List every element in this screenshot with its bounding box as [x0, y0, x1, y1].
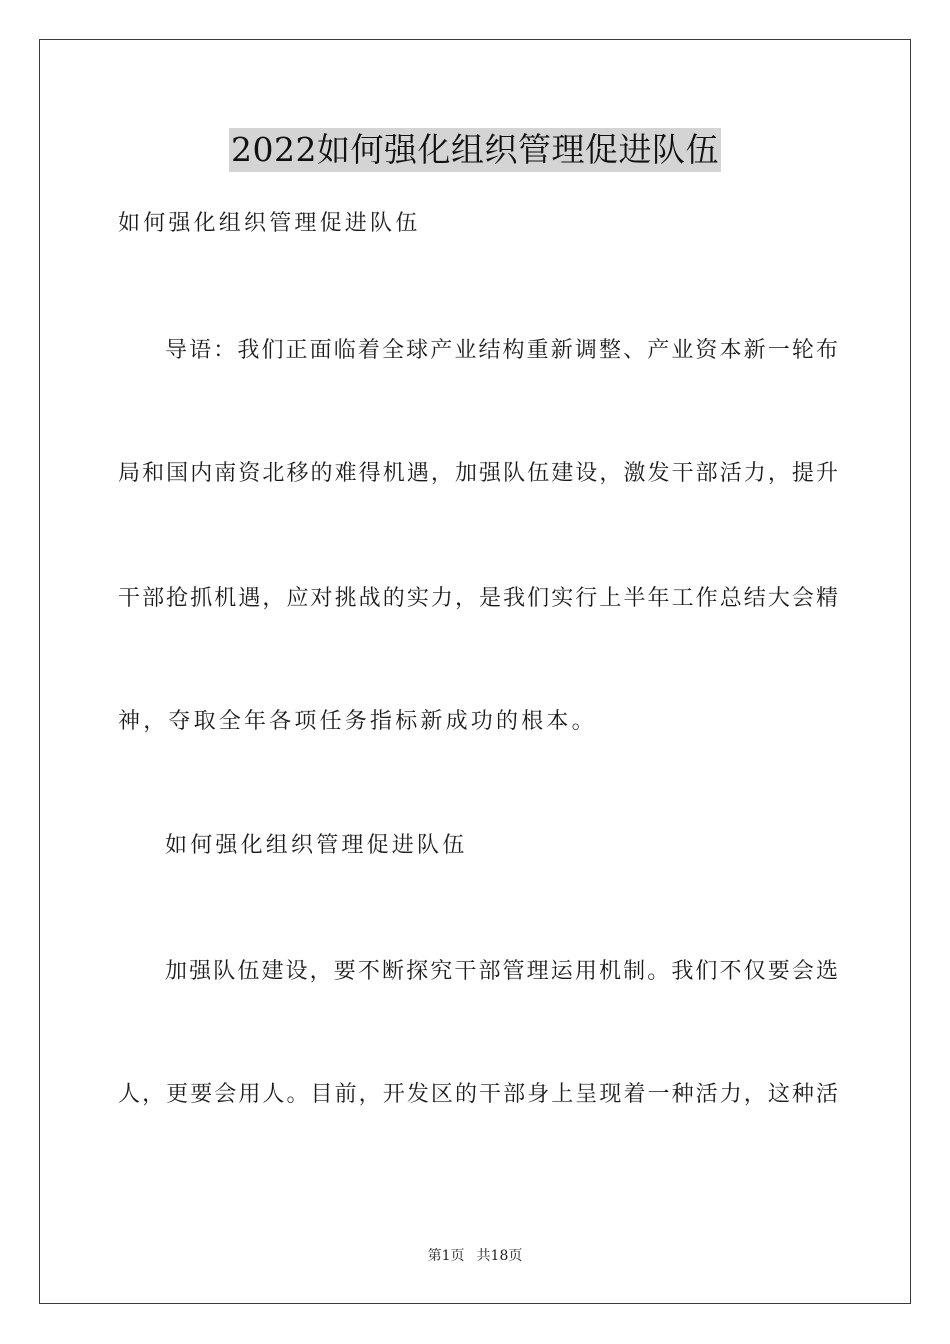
page-total: 共18页: [476, 1248, 523, 1264]
section-heading: 如何强化组织管理促进队伍: [165, 833, 468, 858]
document-title-text: 2022如何强化组织管理促进队伍: [229, 128, 721, 172]
subtitle-line: 如何强化组织管理促进队伍: [118, 211, 421, 236]
page-footer: [0, 1246, 950, 1266]
paragraph-line: 人，更要会用人。目前，开发区的干部身上呈现着一种活力，这种活: [118, 1082, 838, 1107]
document-title: [0, 128, 950, 172]
paragraph-line: 导语：我们正面临着全球产业结构重新调整、产业资本新一轮布: [165, 338, 838, 363]
paragraph-line: 加强队伍建设，要不断探究干部管理运用机制。我们不仅要会选: [165, 959, 838, 984]
paragraph-line: 干部抢抓机遇，应对挑战的实力，是我们实行上半年工作总结大会精: [118, 586, 838, 611]
page-number: 第1页: [427, 1248, 465, 1264]
paragraph-line: 局和国内南资北移的难得机遇，加强队伍建设，激发干部活力，提升: [118, 461, 838, 486]
paragraph-line: 神，夺取全年各项任务指标新成功的根本。: [118, 709, 597, 734]
